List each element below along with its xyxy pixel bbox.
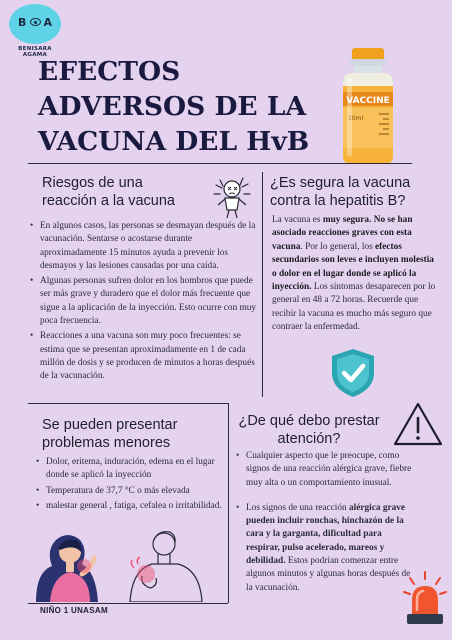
logo-letter-a: A (43, 16, 52, 29)
list-item: • malestar general , fatiga, cefalea o irritabilidad. (36, 500, 226, 513)
title-line: ADVERSOS DE LA (38, 91, 307, 122)
list-item: • Reacciones a una vacuna son muy poco frecuentes: se estima que se presentan aproximadamente en 1 de cada millón de dosis y se producen de minutos a horas después de la vacunación. (30, 330, 260, 383)
footer-label: NIÑO 1 UNASAM (40, 606, 108, 615)
virus-character-icon (206, 172, 258, 222)
eye-icon (30, 18, 41, 26)
siren-icon (402, 570, 448, 628)
vaccine-volume: 10ml (348, 115, 364, 122)
list-item: • Cualquier aspecto que le preocupe, como signos de una reacción alérgica grave, fiebre muy alta o un comportamiento inusual. (236, 450, 414, 490)
divider (228, 403, 229, 603)
page-title (38, 54, 338, 159)
attention-list (236, 450, 414, 597)
attention-heading (234, 412, 384, 448)
divider (28, 163, 412, 164)
list-item: • Algunas personas sufren dolor en los hombros que puede ser más grave y duradero que el dolor más frecuente que sigue a la aplicación de la inyección. Esto ocurre con muy poca frecuencia. (30, 275, 260, 328)
heading-line: contra la hepatitis B? (270, 193, 406, 209)
logo-name: BENISARA AGAMA (18, 46, 52, 58)
heading-line: Se pueden presentar (42, 417, 178, 433)
safety-heading (270, 174, 410, 210)
heading-line: ¿De qué debo prestar (238, 413, 380, 429)
heading-line: problemas menores (42, 435, 171, 451)
vaccine-label: VACCINE (346, 96, 390, 106)
risks-list (30, 220, 260, 386)
list-item: • En algunos casos, las personas se desmayan después de la vacunación. Sentarse o acostarse durante aproximadamente 15 minutos ayuda a prevenir los desmayos y las lesiones causadas por una caída. (30, 220, 260, 273)
logo (6, 4, 64, 58)
shield-check-icon (327, 347, 379, 399)
pain-illustration-icon (30, 520, 210, 602)
vaccine-vial-icon (335, 48, 401, 166)
heading-line: Riesgos de una (42, 175, 143, 191)
list-item: • Los signos de una reacción alérgica grave pueden incluir ronchas, hinchazón de la cara y la garganta, dificultad para respirar, pulso acelerado, mareos y debilidad. Estos podrían comenzar entre algunos minutos y algunas horas después de la vacunación. (236, 502, 414, 595)
heading-line: atención? (277, 431, 341, 447)
heading-line: ¿Es segura la vacuna (270, 175, 411, 191)
warning-icon (392, 401, 444, 447)
list-item: • Dolor, eritema, induración, edema en el lugar donde se aplicó la inyección (36, 456, 226, 483)
safety-paragraph: La vacuna es muy segura. No se han asociado reacciones graves con esta vacuna. Por lo general, los efectos secundarios son leves e incluyen molestia o dolor en el lugar donde se aplicó la inyección. Los síntomas desaparecen por lo general en 48 a 72 horas. Recuerde que recibir la vacuna es mucho más seguro que contraer la enfermedad. (272, 215, 436, 333)
title-line: VACUNA DEL HvB (38, 126, 310, 157)
minor-heading (42, 416, 177, 452)
divider (28, 403, 228, 404)
minor-list (36, 456, 226, 515)
list-item: • Temperatura de 37,7 °C o más elevada (36, 485, 226, 498)
risks-heading (42, 174, 175, 210)
logo-letter-b: B (18, 16, 27, 29)
logo-badge (9, 4, 61, 44)
divider (262, 172, 263, 397)
divider (28, 603, 228, 604)
title-line: EFECTOS (38, 56, 181, 87)
heading-line: reacción a la vacuna (42, 193, 175, 209)
